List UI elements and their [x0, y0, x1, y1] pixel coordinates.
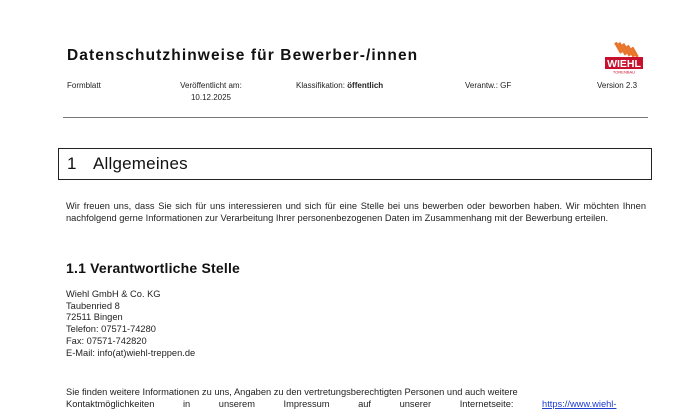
logo-subtext: TORENBAU: [612, 69, 636, 74]
address-block: [66, 289, 195, 359]
section-number: 1: [67, 154, 77, 173]
intro-paragraph: Wir freuen uns, dass Sie sich für uns interessieren und sich für eine Stelle bei uns bewerben oder beworben haben. Wir möchten Ihnen nachfolgend gerne Informationen zur Verarbeitung Ihrer personenbezogenen Daten im Zusammenhang mit der Bewerbung erteilen.: [66, 201, 646, 224]
address-line: Taubenried 8: [66, 300, 120, 311]
more-info-line-2: [66, 398, 646, 410]
company-logo: [603, 40, 645, 74]
section-heading-box: [58, 148, 652, 180]
address-line: Fax: 07571-742820: [66, 335, 147, 346]
address-line: Wiehl GmbH & Co. KG: [66, 289, 161, 299]
meta-classification: [296, 80, 383, 92]
logo-wordmark: WIEHL: [607, 58, 641, 70]
address-line: Telefon: 07571-74280: [66, 324, 156, 335]
meta-version: Version 2.3: [597, 81, 638, 90]
document-title: Datenschutzhinweise für Bewerber-/innen: [67, 47, 419, 64]
address-line: E-Mail: info(at)wiehl-treppen.de: [66, 347, 196, 358]
section-title: Allgemeines: [93, 154, 188, 173]
more-info-paragraph: [66, 386, 646, 411]
website-link[interactable]: https://www.wiehl-: [542, 399, 617, 410]
meta-classification-label: Klassifikation:: [296, 81, 345, 90]
more-info-line-1: Sie finden weitere Informationen zu uns, Angaben zu den vertretungsberechtigten Personen und auch weitere: [66, 387, 518, 397]
meta-published: [173, 80, 249, 104]
header-divider: [63, 117, 648, 118]
meta-formblatt: Formblatt: [67, 81, 101, 90]
meta-responsible: Verantw.: GF: [465, 81, 512, 90]
meta-classification-value: öffentlich: [347, 81, 384, 90]
meta-published-date: 10.12.2025: [190, 93, 232, 102]
section-heading: [67, 154, 188, 174]
subsection-title: 1.1 Verantwortliche Stelle: [66, 260, 241, 276]
meta-published-label: Veröffentlicht am:: [180, 81, 242, 90]
address-line: 72511 Bingen: [66, 312, 123, 323]
more-info-text: Kontaktmöglichkeiten in unserem Impressum auf unserer Internetseite:: [66, 399, 514, 410]
